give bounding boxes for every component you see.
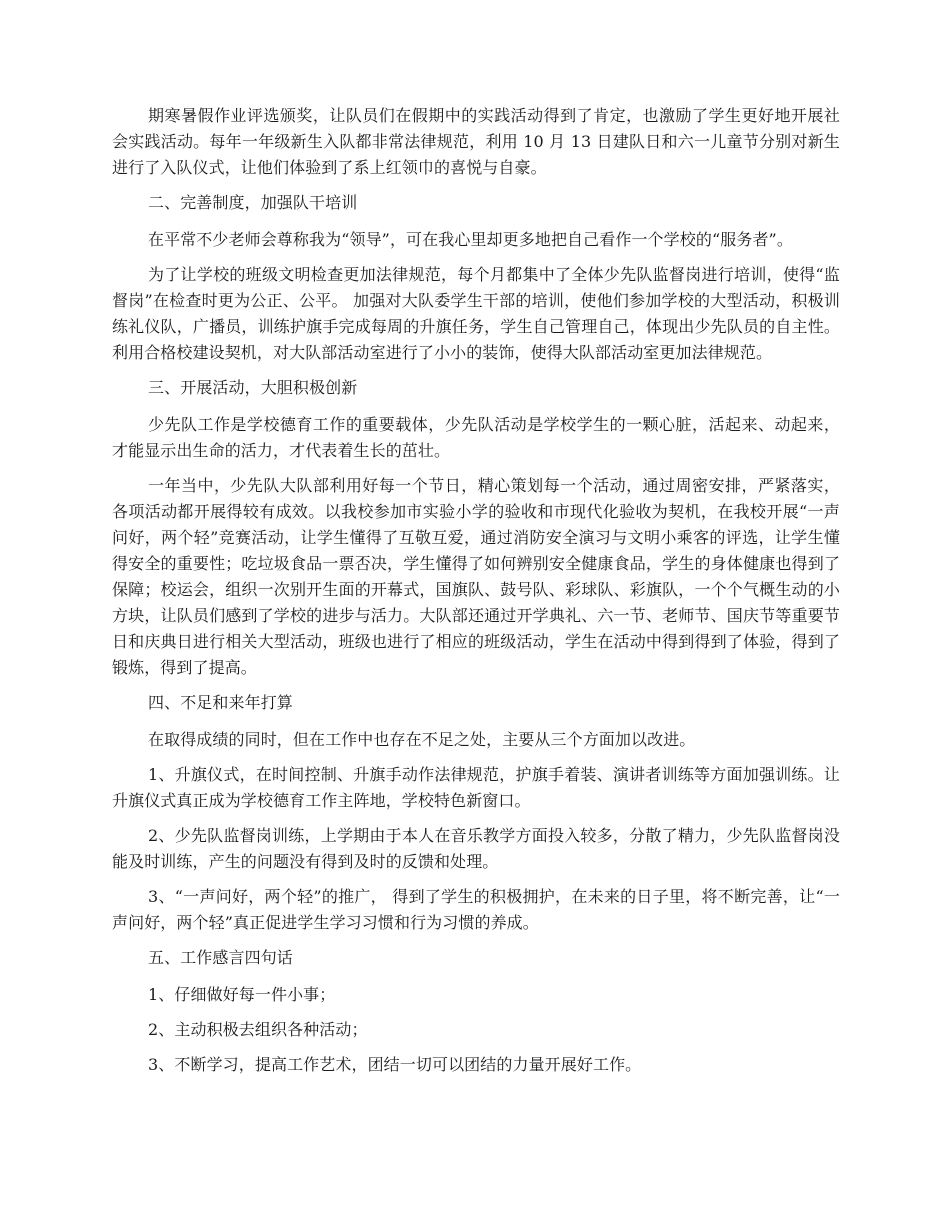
paragraph-activities: 一年当中，少先队大队部利用好每一个节日，精心策划每一个活动，通过周密安排，严紧落实，各项活动都开展得较有成效。以我校参加市实验小学的验收和市现代化验收为契机，在我校开展“一声问好，两个轻”竞赛活动，让学生懂得了互敬互爱，通过消防安全演习与文明小乘客的评选，让学生懂得安全的重要性；吃垃圾食品一票否决，学生懂得了如何辨别安全健康食品，学生的身体健康也得到了保障；校运会，组织一次别开生面的开幕式，国旗队、鼓号队、彩球队、彩旗队，一个个气概生动的小方块，让队员们感到了学校的进步与活力。大队部还通过开学典礼、六一节、老师节、国庆节等重要节日和庆典日进行相关大型活动，班级也进行了相应的班级活动，学生在活动中得到得到了体验，得到了锻炼，得到了提高。 xyxy=(112,476,840,677)
paragraph-shortcomings: 在取得成绩的同时，但在工作中也存在不足之处，主要从三个方面加以改进。 xyxy=(148,730,696,749)
document-page xyxy=(112,103,840,1087)
list-item-motto-2: 2、主动积极去组织各种活动； xyxy=(148,1020,368,1039)
section-heading-5: 五、工作感言四句话 xyxy=(148,948,293,967)
paragraph-summer-homework: 期寒暑假作业评选颁奖，让队员们在假期中的实践活动得到了肯定，也激励了学生更好地开展社会实践活动。每年一年级新生入队都非常法律规范，利用 10 月 13 日建队日和六一儿童节分别对新生进行了入队仪式，让他们体验到了系上红领巾的喜悦与自豪。 xyxy=(112,106,840,177)
section-heading-2: 二、完善制度，加强队干培训 xyxy=(148,193,358,212)
list-item-supervision-training: 2、少先队监督岗训练，上学期由于本人在音乐教学方面投入较多，分散了精力，少先队监督岗没能及时训练，产生的问题没有得到及时的反馈和处理。 xyxy=(112,826,840,871)
list-item-motto-1: 1、仔细做好每一件小事； xyxy=(148,985,336,1004)
paragraph-servant: 在平常不少老师会尊称我为“领导”，可在我心里却更多地把自己看作一个学校的“服务者”。 xyxy=(148,230,793,249)
paragraph-inspection-training: 为了让学校的班级文明检查更加法律规范，每个月都集中了全体少先队监督岗进行培训，使得“监督岗”在检查时更为公正、公平。 加强对大队委学生干部的培训，使他们参加学校的大型活动，积极训练礼仪队，广播员，训练护旗手完成每周的升旗任务，学生自己管理自己，体现出少先队员的自主性。利用合格校建设契机，对大队部活动室进行了小小的装饰，使得大队部活动室更加法律规范。 xyxy=(112,265,840,362)
list-item-flag-ceremony: 1、升旗仪式，在时间控制、升旗手动作法律规范，护旗手着装、演讲者训练等方面加强训练。让升旗仪式真正成为学校德育工作主阵地，学校特色新窗口。 xyxy=(112,765,840,810)
section-heading-3: 三、开展活动，大胆积极创新 xyxy=(148,378,358,397)
list-item-motto-3: 3、不断学习，提高工作艺术，团结一切可以团结的力量开展好工作。 xyxy=(148,1055,642,1074)
paragraph-pioneer-work: 少先队工作是学校德育工作的重要载体，少先队活动是学校学生的一颗心脏，活起来、动起来，才能显示出生命的活力，才代表着生长的茁壮。 xyxy=(112,415,840,460)
section-heading-4: 四、不足和来年打算 xyxy=(148,693,293,712)
list-item-greeting-campaign: 3、“一声问好，两个轻”的推广， 得到了学生的积极拥护，在未来的日子里，将不断完善，让“一声问好，两个轻”真正促进学生学习习惯和行为习惯的养成。 xyxy=(112,887,840,932)
